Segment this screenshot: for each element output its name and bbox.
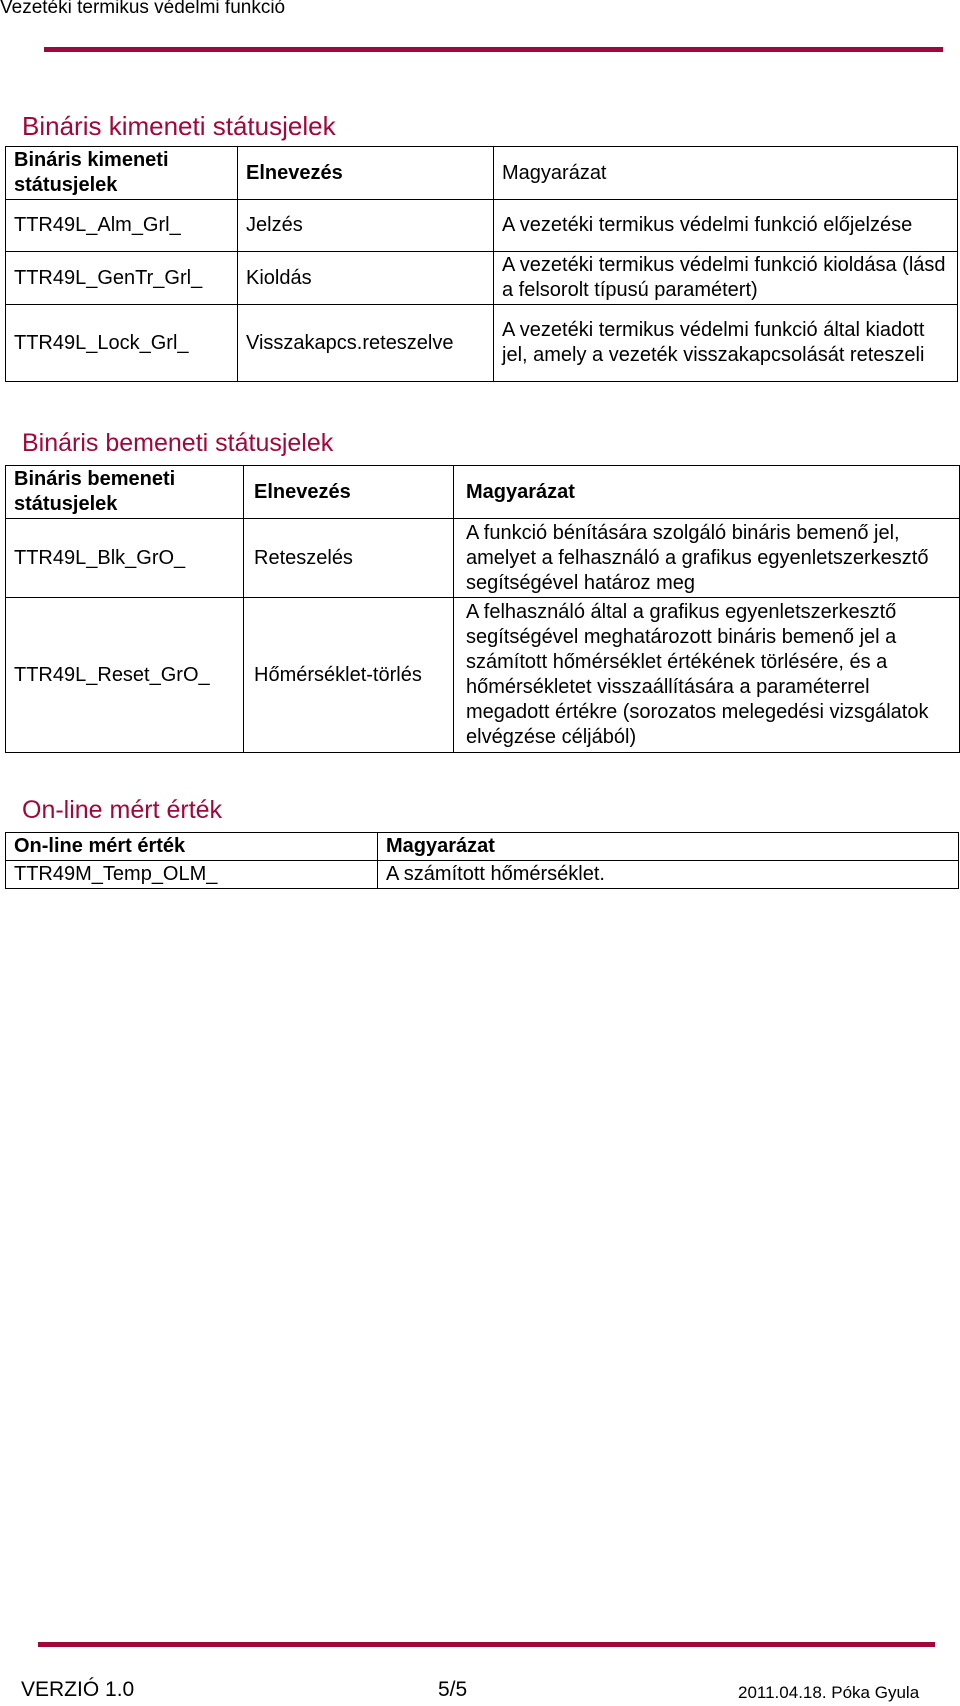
footer-version: VERZIÓ 1.0 <box>21 1678 135 1701</box>
description-cell: A vezetéki termikus védelmi funkció által kiadott jel, amely a vezeték visszakapcsolását reteszeli <box>494 305 958 382</box>
description-cell: A vezetéki termikus védelmi funkció kioldása (lásd a felsorolt típusú paramétert) <box>494 252 958 305</box>
header-cell: Bináris bemeneti státusjelek <box>6 466 244 519</box>
header-cell: Elnevezés <box>238 147 494 200</box>
name-cell: Jelzés <box>238 200 494 252</box>
footer-page-number: 5/5 <box>438 1678 468 1701</box>
online-values-table <box>5 832 959 889</box>
header-cell: Elnevezés <box>244 466 454 519</box>
section-title-binary-inputs: Bináris bemeneti státusjelek <box>22 429 334 457</box>
signal-cell: TTR49L_Reset_GrO_ <box>6 598 244 753</box>
name-cell: Reteszelés <box>244 519 454 598</box>
binary-outputs-table <box>5 146 958 382</box>
header-cell: Magyarázat <box>378 833 959 861</box>
table-header-row <box>6 466 960 519</box>
header-cell: Bináris kimeneti státusjelek <box>6 147 238 200</box>
footer-divider <box>38 1642 935 1647</box>
description-cell: A felhasználó által a grafikus egyenletszerkesztő segítségével meghatározott bináris bemenő jel a számított hőmérséklet értékének törlésére, és a hőmérsékletet visszaállítására a paraméterrel megadott értékre (sorozatos melegedési vizsgálatok elvégzése céljából) <box>454 598 960 753</box>
section-title-online-values: On-line mért érték <box>22 796 223 824</box>
header-cell: Magyarázat <box>454 466 960 519</box>
description-cell: A vezetéki termikus védelmi funkció előjelzése <box>494 200 958 252</box>
table-row <box>6 861 959 889</box>
table-row <box>6 252 958 305</box>
binary-inputs-table <box>5 465 960 753</box>
name-cell: Kioldás <box>238 252 494 305</box>
table-row <box>6 200 958 252</box>
description-cell: A számított hőmérséklet. <box>378 861 959 889</box>
description-cell: A funkció bénítására szolgáló bináris bemenő jel, amelyet a felhasználó a grafikus egyenletszerkesztő segítségével határoz meg <box>454 519 960 598</box>
table-row <box>6 305 958 382</box>
table-header-row <box>6 833 959 861</box>
signal-cell: TTR49M_Temp_OLM_ <box>6 861 378 889</box>
section-title-binary-outputs: Bináris kimeneti státusjelek <box>22 111 336 141</box>
signal-cell: TTR49L_Alm_Grl_ <box>6 200 238 252</box>
signal-cell: TTR49L_Blk_GrO_ <box>6 519 244 598</box>
table-header-row <box>6 147 958 200</box>
page-header-title: Vezetéki termikus védelmi funkció <box>0 0 286 18</box>
header-divider <box>44 47 943 52</box>
signal-cell: TTR49L_GenTr_Grl_ <box>6 252 238 305</box>
name-cell: Visszakapcs.reteszelve <box>238 305 494 382</box>
header-cell: On-line mért érték <box>6 833 378 861</box>
signal-cell: TTR49L_Lock_Grl_ <box>6 305 238 382</box>
header-cell: Magyarázat <box>494 147 958 200</box>
name-cell: Hőmérséklet-törlés <box>244 598 454 753</box>
table-row <box>6 598 960 753</box>
table-row <box>6 519 960 598</box>
footer-date-author: 2011.04.18. Póka Gyula <box>738 1683 920 1702</box>
